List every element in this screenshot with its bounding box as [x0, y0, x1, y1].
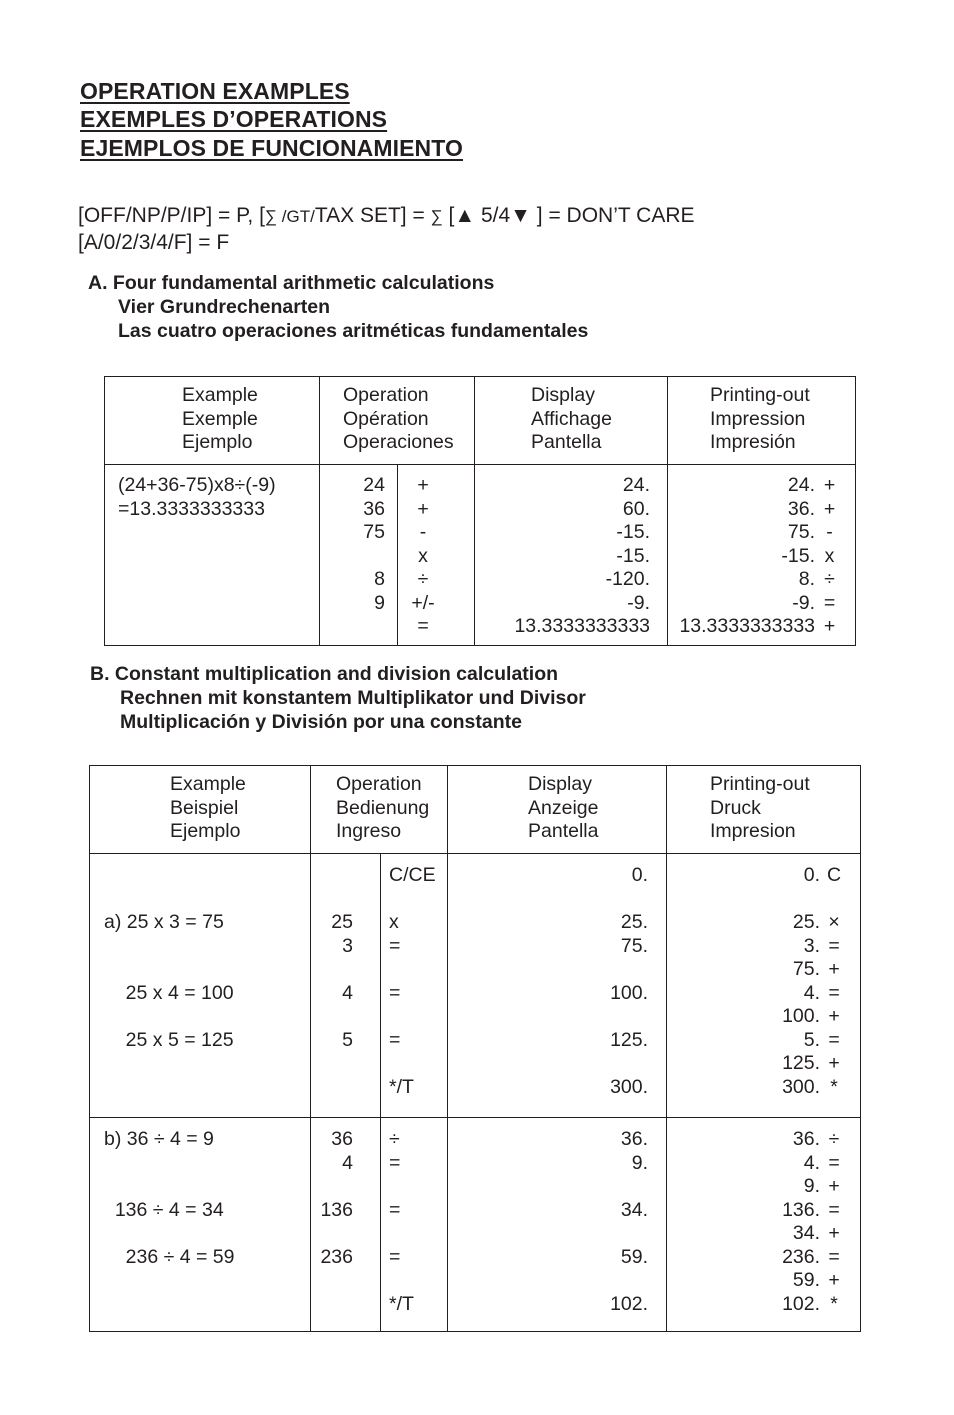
sigma-icon: ∑: [264, 207, 278, 226]
settings-text-3: TAX SET] =: [314, 204, 431, 227]
display-cell: 24. 60. -15. -15. -120. -9. 13.3333333333: [475, 465, 668, 646]
printing-cell: [667, 1118, 861, 1332]
print-symbols: ÷ = + = + = + *: [828, 1128, 840, 1315]
table-b-row-b: [90, 1118, 861, 1332]
settings-text-4: [▲ 5/4▼ ] = DON’T CARE: [442, 204, 695, 227]
section-a-title: A. Four fundamental arithmetic calculations: [88, 272, 495, 294]
keys-cell: ÷ = = = */T: [381, 1118, 448, 1332]
header-display: Display Anzeige Pantella: [448, 766, 667, 854]
print-values: 0. 25. 3. 75. 4. 100. 5. 125. 300.: [782, 864, 821, 1098]
example-cell: b) 36 ÷ 4 = 9 136 ÷ 4 = 34 236 ÷ 4 = 59: [90, 1118, 311, 1332]
section-a-subtitle-de: Vier Grundrechenarten: [118, 296, 331, 318]
settings-line-1: [78, 202, 695, 230]
print-values: 24. 36. 75. -15. 8. -9. 13.3333333333: [679, 474, 816, 637]
header-printing: Printing-out Impression Impresión: [668, 377, 856, 465]
settings-text-2: /GT/: [277, 207, 315, 226]
example-cell: a) 25 x 3 = 75 25 x 4 = 100 25 x 5 = 125: [90, 854, 311, 1118]
header-printing: Printing-out Druck Impresion: [667, 766, 861, 854]
print-symbols: C × = + = + = + *: [826, 864, 842, 1098]
numbers-cell: 36 4 136 236: [311, 1118, 381, 1332]
print-values: 36. 4. 9. 136. 34. 236. 59. 102.: [782, 1128, 821, 1315]
table-b: [89, 765, 861, 1332]
settings-text-1: [OFF/NP/P/IP] = P, [: [78, 204, 265, 227]
section-b-subtitle-de: Rechnen mit konstantem Multiplikator und Divisor: [120, 687, 586, 709]
keys-cell: + + - x ÷ +/- =: [398, 465, 475, 646]
numbers-cell: 24 36 75 8 9: [320, 465, 398, 646]
header-display: Display Affichage Pantella: [475, 377, 668, 465]
section-a-heading: [88, 271, 588, 343]
section-a-subtitle-es: Las cuatro operaciones aritméticas fundamentales: [118, 320, 589, 342]
heading-es: EJEMPLOS DE FUNCIONAMIENTO: [80, 135, 463, 161]
table-b-header: [90, 766, 861, 854]
display-cell: 0. 25. 75. 100. 125. 300.: [448, 854, 667, 1118]
printing-cell: [667, 854, 861, 1118]
display-cell: 36. 9. 34. 59. 102.: [448, 1118, 667, 1332]
heading-en: OPERATION EXAMPLES: [80, 78, 350, 104]
table-a-header: [105, 377, 856, 465]
keys-cell: C/CE x = = = */T: [381, 854, 448, 1118]
print-symbols: + + - x ÷ = +: [823, 474, 836, 637]
sigma-icon: ∑: [430, 207, 443, 226]
example-cell: (24+36-75)x8÷(-9) =13.3333333333: [105, 465, 320, 646]
table-a-row: [105, 465, 856, 646]
header-example: Example Beispiel Ejemplo: [90, 766, 311, 854]
section-b-title: B. Constant multiplication and division calculation: [90, 663, 559, 685]
header-example: Example Exemple Ejemplo: [105, 377, 320, 465]
printing-cell: [668, 465, 856, 646]
section-b-heading: [90, 662, 586, 734]
heading-fr: EXEMPLES D’OPERATIONS: [80, 106, 388, 132]
header-operation: Operation Opération Operaciones: [320, 377, 475, 465]
header-operation: Operation Bedienung Ingreso: [311, 766, 448, 854]
numbers-cell: 25 3 4 5: [311, 854, 381, 1118]
settings-line-2: [A/0/2/3/4/F] = F: [78, 231, 230, 254]
table-b-row-a: [90, 854, 861, 1118]
section-b-subtitle-es: Multiplicación y División por una constante: [120, 711, 522, 733]
table-a: [104, 376, 856, 646]
